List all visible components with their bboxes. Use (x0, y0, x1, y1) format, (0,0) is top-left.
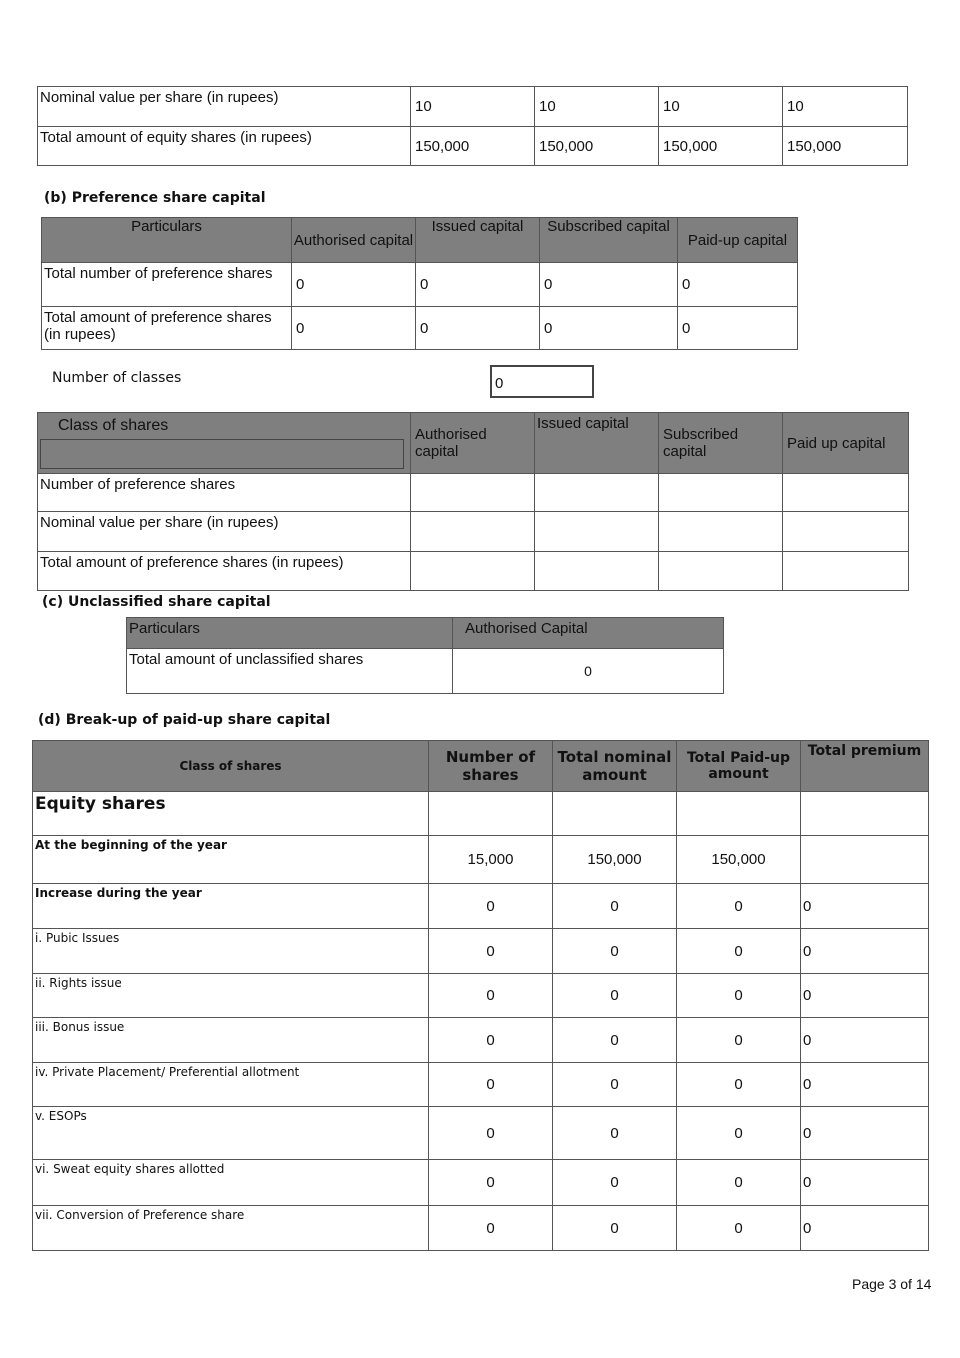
table-header-row (42, 218, 798, 263)
total-paidup-value: 0 (677, 1206, 801, 1251)
number-of-shares-value: 0 (429, 974, 553, 1018)
table-row (33, 1107, 929, 1160)
total-nominal-value: 150,000 (553, 836, 677, 884)
paidup-value: 10 (783, 87, 908, 127)
authorised-value: 10 (411, 87, 535, 127)
number-of-shares-value: 0 (429, 1160, 553, 1206)
table-row (38, 474, 909, 512)
table-row (42, 263, 798, 307)
total-paidup-value: 0 (677, 884, 801, 929)
row-label: Total amount of preference shares (in rupees) (38, 552, 411, 591)
authorised-value: 0 (292, 307, 416, 350)
paidup-field[interactable] (783, 474, 909, 512)
total-nominal-value: 0 (553, 974, 677, 1018)
issued-field[interactable] (535, 512, 659, 552)
total-premium-value: 0 (801, 1160, 929, 1206)
total-premium-value: 0 (801, 1063, 929, 1107)
authorised-value: 0 (292, 263, 416, 307)
total-premium-value: 0 (801, 1206, 929, 1251)
row-label: Increase during the year (33, 884, 429, 929)
table-row (33, 1063, 929, 1107)
table-row (33, 836, 929, 884)
preference-section-title: (b) Preference share capital (44, 190, 266, 206)
equity-shares-label: Equity shares (33, 792, 429, 836)
total-paidup-value: 0 (677, 1063, 801, 1107)
table-row (33, 1160, 929, 1206)
empty-cell (429, 792, 553, 836)
row-label: Total amount of unclassified shares (127, 649, 453, 694)
total-paidup-value: 0 (677, 1160, 801, 1206)
header-class-of-shares: Class of shares (33, 741, 429, 792)
number-of-shares-value: 0 (429, 884, 553, 929)
issued-value: 10 (535, 87, 659, 127)
breakup-section-title: (d) Break-up of paid-up share capital (38, 712, 331, 728)
number-of-shares-value: 15,000 (429, 836, 553, 884)
total-paidup-value: 150,000 (677, 836, 801, 884)
total-nominal-value: 0 (553, 1107, 677, 1160)
row-label: v. ESOPs (33, 1107, 429, 1160)
empty-cell (553, 792, 677, 836)
equity-capital-table (37, 86, 908, 166)
breakup-capital-table (32, 740, 929, 1251)
subscribed-value: 10 (659, 87, 783, 127)
header-total-nominal: Total nominal amount (553, 741, 677, 792)
header-particulars: Particulars (42, 218, 292, 263)
total-nominal-value: 0 (553, 1160, 677, 1206)
authorised-value: 150,000 (411, 127, 535, 166)
issued-field[interactable] (535, 552, 659, 591)
row-label: Total amount of preference shares (in rupees) (42, 307, 292, 350)
row-label: Total number of preference shares (42, 263, 292, 307)
header-authorised: Authorised Capital (453, 618, 724, 649)
header-subscribed: Subscribed capital (659, 413, 783, 474)
header-paidup: Paid-up capital (678, 218, 798, 263)
subscribed-value: 150,000 (659, 127, 783, 166)
total-nominal-value: 0 (553, 1206, 677, 1251)
table-row (33, 929, 929, 974)
empty-cell (677, 792, 801, 836)
row-label: ii. Rights issue (33, 974, 429, 1018)
total-nominal-value: 0 (553, 884, 677, 929)
preference-capital-table (41, 217, 798, 350)
row-label: i. Pubic Issues (33, 929, 429, 974)
paidup-field[interactable] (783, 512, 909, 552)
header-number-of-shares: Number of shares (429, 741, 553, 792)
number-of-classes-field[interactable]: 0 (490, 365, 594, 398)
table-row (38, 87, 908, 127)
number-of-shares-value: 0 (429, 1206, 553, 1251)
table-row (127, 649, 724, 694)
table-row (38, 512, 909, 552)
subscribed-field[interactable] (659, 474, 783, 512)
subscribed-value: 0 (540, 263, 678, 307)
table-header-row (38, 413, 909, 474)
header-authorised: Authorised capital (411, 413, 535, 474)
number-of-shares-value: 0 (429, 1063, 553, 1107)
table-row (33, 792, 929, 836)
table-row (42, 307, 798, 350)
row-label: Number of preference shares (38, 474, 411, 512)
paidup-value: 0 (678, 263, 798, 307)
header-total-paidup: Total Paid-up amount (677, 741, 801, 792)
paidup-field[interactable] (783, 552, 909, 591)
total-nominal-value: 0 (553, 929, 677, 974)
header-particulars: Particulars (127, 618, 453, 649)
subscribed-field[interactable] (659, 552, 783, 591)
authorised-field[interactable] (411, 512, 535, 552)
class-of-shares-field[interactable] (40, 439, 404, 469)
header-authorised: Authorised capital (292, 218, 416, 263)
authorised-field[interactable] (411, 552, 535, 591)
total-premium-value: 0 (801, 1018, 929, 1063)
issued-value: 0 (416, 263, 540, 307)
total-premium-value: 0 (801, 1107, 929, 1160)
page-number: Page 3 of 14 (852, 1276, 932, 1292)
header-subscribed: Subscribed capital (540, 218, 678, 263)
total-paidup-value: 0 (677, 1107, 801, 1160)
header-paidup: Paid up capital (783, 413, 909, 474)
table-row (33, 1206, 929, 1251)
row-label: Nominal value per share (in rupees) (38, 512, 411, 552)
unclassified-section-title: (c) Unclassified share capital (42, 594, 271, 610)
row-label: Nominal value per share (in rupees) (38, 87, 411, 127)
row-label: vi. Sweat equity shares allotted (33, 1160, 429, 1206)
class-of-shares-cell (38, 413, 411, 474)
preference-class-table (37, 412, 909, 591)
total-premium-value: 0 (801, 929, 929, 974)
table-row (33, 974, 929, 1018)
row-label: iii. Bonus issue (33, 1018, 429, 1063)
subscribed-field[interactable] (659, 512, 783, 552)
empty-cell (801, 792, 929, 836)
table-row (38, 552, 909, 591)
number-of-classes-label: Number of classes (52, 370, 182, 386)
table-row (38, 127, 908, 166)
total-nominal-value: 0 (553, 1018, 677, 1063)
total-premium-value: 0 (801, 884, 929, 929)
row-label: At the beginning of the year (33, 836, 429, 884)
header-issued: Issued capital (535, 413, 659, 474)
row-label: vii. Conversion of Preference share (33, 1206, 429, 1251)
row-label: Total amount of equity shares (in rupees) (38, 127, 411, 166)
total-nominal-value: 0 (553, 1063, 677, 1107)
authorised-value: 0 (453, 649, 724, 694)
issued-value: 150,000 (535, 127, 659, 166)
total-paidup-value: 0 (677, 929, 801, 974)
table-row (33, 884, 929, 929)
number-of-shares-value: 0 (429, 929, 553, 974)
total-premium-value: 0 (801, 974, 929, 1018)
table-header-row (33, 741, 929, 792)
total-paidup-value: 0 (677, 974, 801, 1018)
issued-field[interactable] (535, 474, 659, 512)
class-of-shares-header: Class of shares (58, 417, 169, 434)
total-paidup-value: 0 (677, 1018, 801, 1063)
header-issued: Issued capital (416, 218, 540, 263)
total-premium-value (801, 836, 929, 884)
row-label: iv. Private Placement/ Preferential allotment (33, 1063, 429, 1107)
header-total-premium: Total premium (801, 741, 929, 792)
authorised-field[interactable] (411, 474, 535, 512)
table-header-row (127, 618, 724, 649)
issued-value: 0 (416, 307, 540, 350)
paidup-value: 150,000 (783, 127, 908, 166)
table-row (33, 1018, 929, 1063)
number-of-shares-value: 0 (429, 1018, 553, 1063)
unclassified-capital-table (126, 617, 724, 694)
number-of-shares-value: 0 (429, 1107, 553, 1160)
paidup-value: 0 (678, 307, 798, 350)
subscribed-value: 0 (540, 307, 678, 350)
